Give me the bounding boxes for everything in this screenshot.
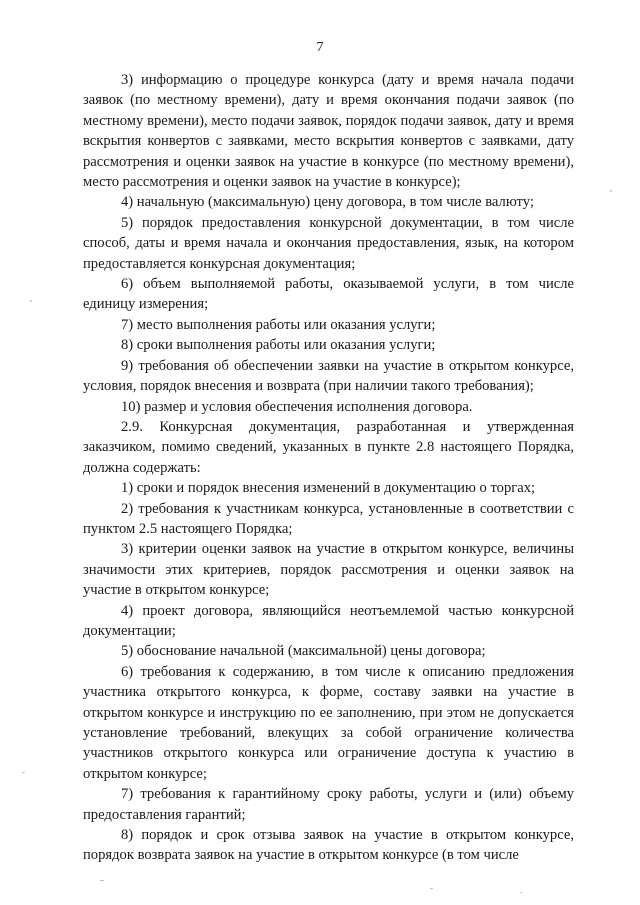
scan-speck (430, 888, 433, 889)
scan-speck (520, 892, 522, 893)
paragraph-2-9-item-7: 7) требования к гарантийному сроку работы, услуги и (или) объему предоставления гарантий; (83, 786, 574, 823)
document-body (83, 70, 574, 866)
paragraph-item-7: 7) место выполнения работы или оказания услуги; (121, 316, 436, 333)
scan-speck (30, 300, 32, 302)
paragraph-item-8: 8) сроки выполнения работы или оказания услуги; (121, 337, 436, 354)
scan-speck (100, 880, 104, 881)
paragraph-2-9-item-5: 5) обоснование начальной (максимальной) цены договора; (121, 643, 486, 660)
paragraph-2-9-item-2: 2) требования к участникам конкурса, установленные в соответствии с пунктом 2.5 настоящего Порядка; (83, 500, 574, 537)
paragraph-2-9-item-1: 1) сроки и порядок внесения изменений в документацию о торгах; (121, 480, 536, 497)
paragraph-item-6: 6) объем выполняемой работы, оказываемой услуги, в том числе единицу измерения; (83, 276, 574, 313)
scan-speck (610, 190, 612, 192)
paragraph-2-9-item-8: 8) порядок и срок отзыва заявок на участие в открытом конкурсе, порядок возврата заявок на участие в открытом конкурсе (в том числе (83, 827, 574, 864)
paragraph-item-3: 3) информацию о процедуре конкурса (дату и время начала подачи заявок (по местному времени), дату и время окончания подачи заявок (по местному времени), место подачи заявок, порядок подачи заявок, дату и время вскрытия конвертов с заявками, место вскрытия конвертов с заявками, дату рассмотрения и оценки заявок на участие в конкурсе (по местному времени), место рассмотрения и оценки заявок на участие в конкурсе); (83, 72, 574, 191)
section-2-9-paragraph: 2.9. Конкурсная документация, разработанная и утвержденная заказчиком, помимо сведений, указанных в пункте 2.8 настоящего Порядка, должна содержать: (83, 418, 574, 476)
paragraph-item-5: 5) порядок предоставления конкурсной документации, в том числе способ, даты и время начала и окончания предоставления, язык, на котором предоставляется конкурсная документация; (83, 214, 574, 272)
scan-speck (22, 772, 25, 773)
paragraph-item-10: 10) размер и условия обеспечения исполнения договора. (121, 398, 473, 415)
paragraph-2-9-item-3: 3) критерии оценки заявок на участие в открытом конкурсе, величины значимости этих критериев, порядок рассмотрения и оценки заявок на участие в открытом конкурсе; (83, 541, 574, 599)
paragraph-item-4: 4) начальную (максимальную) цену договора, в том числе валюту; (121, 194, 534, 211)
paragraph-2-9-item-6: 6) требования к содержанию, в том числе к описанию предложения участника открытого конкурса, к форме, составу заявки на участие в открытом конкурсе и инструкцию по ее заполнению, при этом не допускается установление требований, влекущих за собой ограничение количества участников открытого конкурса или ограничение доступа к участию в открытом конкурсе; (83, 663, 574, 782)
paragraph-item-9: 9) требования об обеспечении заявки на участие в открытом конкурсе, условия, порядок внесения и возврата (при наличии такого требования); (83, 357, 574, 395)
page-number: 7 (316, 40, 324, 55)
paragraph-2-9-item-4: 4) проект договора, являющийся неотъемлемой частью конкурсной документации; (83, 602, 574, 639)
